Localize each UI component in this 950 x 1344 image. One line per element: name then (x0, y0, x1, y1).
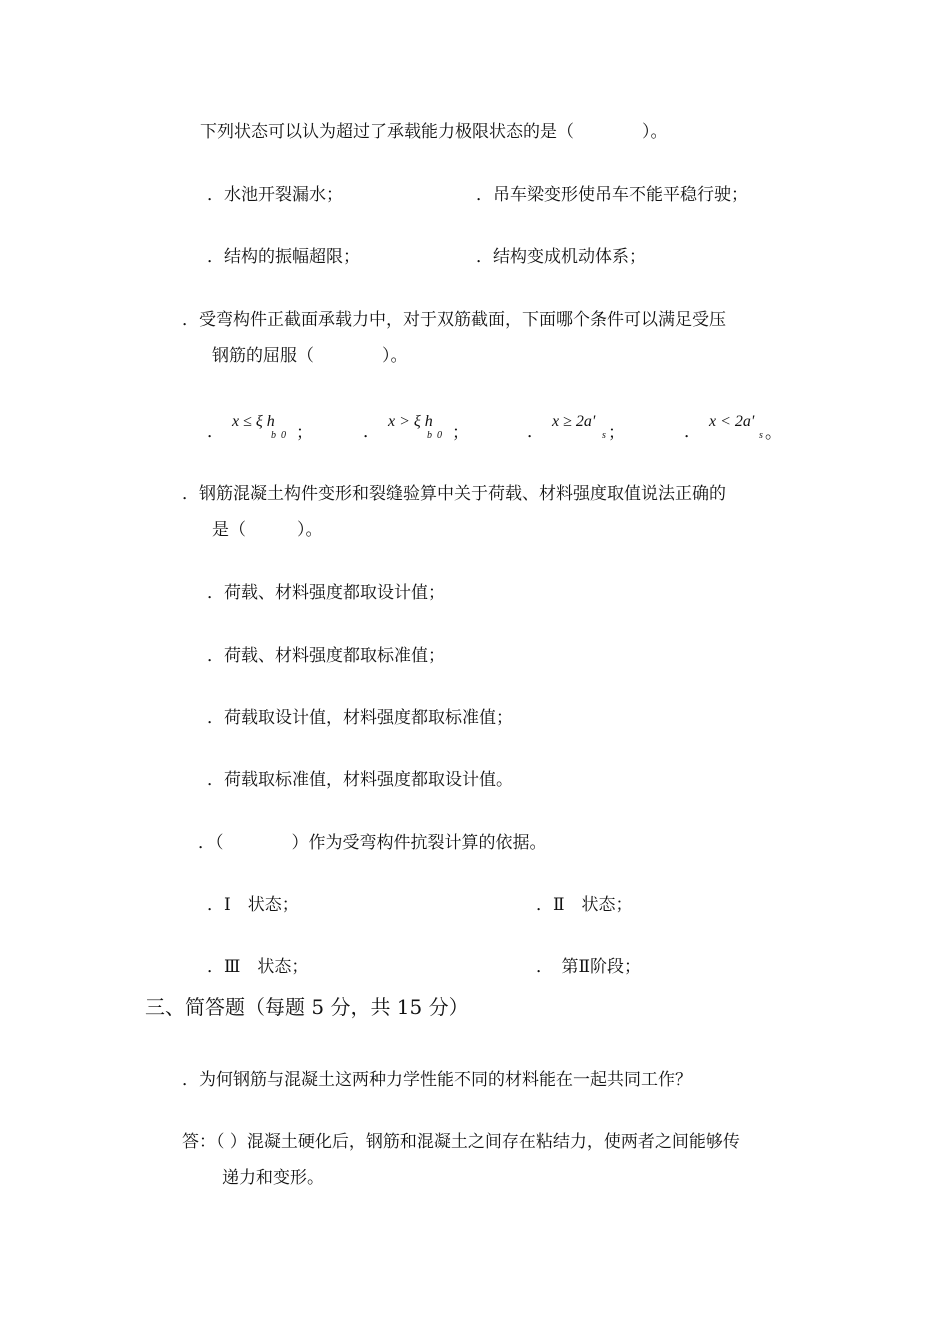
q2-option-c-formula: x ≥ 2a' (552, 413, 596, 430)
q3-option-c: ．荷载取设计值，材料强度都取标准值； (207, 708, 513, 728)
q2-option-b-end: ； (452, 423, 469, 443)
q2-option-d-marker: ． (684, 422, 701, 442)
q2-option-a-subscript: b 0 (271, 430, 286, 441)
q2-option-c-subscript: s (602, 430, 606, 441)
q3-stem-line2: 是（ ）。 (212, 520, 323, 540)
q2-option-a-end: ； (296, 423, 313, 443)
q4-option-b: ．Ⅱ 状态； (536, 895, 633, 915)
q1-option-a: ．水池开裂漏水； (207, 185, 343, 205)
q4-stem: ．（ ）作为受弯构件抗裂计算的依据。 (198, 833, 547, 853)
answer-line-1: 答：（ ）混凝土硬化后，钢筋和混凝土之间存在粘结力，使两者之间能够传 (182, 1132, 740, 1152)
q1-option-b: ．吊车梁变形使吊车不能平稳行驶； (476, 185, 748, 205)
q2-stem-line1: ．受弯构件正截面承载力中，对于双筋截面，下面哪个条件可以满足受压 (182, 310, 726, 330)
q1-option-d: ．结构变成机动体系； (476, 247, 646, 267)
q2-option-b-marker: ． (363, 422, 380, 442)
q1-stem: 下列状态可以认为超过了承载能力极限状态的是（ ）。 (200, 122, 668, 142)
q2-option-b-formula: x > ξ h (388, 413, 433, 430)
q3-option-a: ．荷载、材料强度都取设计值； (207, 583, 445, 603)
q2-option-c-end: ； (608, 423, 625, 443)
answer-line-2: 递力和变形。 (222, 1168, 324, 1188)
q4-option-c: ．Ⅲ 状态； (207, 957, 309, 977)
q2-option-d-subscript: s (759, 430, 763, 441)
q2-option-a-formula: x ≤ ξ h (232, 413, 275, 430)
q3-stem-line1: ．钢筋混凝土构件变形和裂缝验算中关于荷载、材料强度取值说法正确的 (182, 484, 726, 504)
q2-stem-line2: 钢筋的屈服（ ）。 (212, 346, 408, 366)
q4-option-d: ． 第Ⅱ阶段； (536, 957, 642, 977)
q2-option-b-subscript: b 0 (427, 430, 442, 441)
short-answer-question-1: ．为何钢筋与混凝土这两种力学性能不同的材料能在一起共同工作？ (182, 1070, 692, 1090)
q4-option-a: ．Ⅰ 状态； (207, 895, 299, 915)
section-heading: 三、简答题（每题 5 分，共 15 分） (145, 995, 469, 1019)
q3-option-d: ．荷载取标准值，材料强度都取设计值。 (207, 770, 513, 790)
q2-option-a-marker: ． (207, 422, 224, 442)
q3-option-b: ．荷载、材料强度都取标准值； (207, 646, 445, 666)
q2-option-c-marker: ． (527, 422, 544, 442)
q1-option-c: ．结构的振幅超限； (207, 247, 360, 267)
q2-option-d-end: 。 (765, 423, 782, 443)
q2-option-d-formula: x < 2a' (709, 413, 755, 430)
